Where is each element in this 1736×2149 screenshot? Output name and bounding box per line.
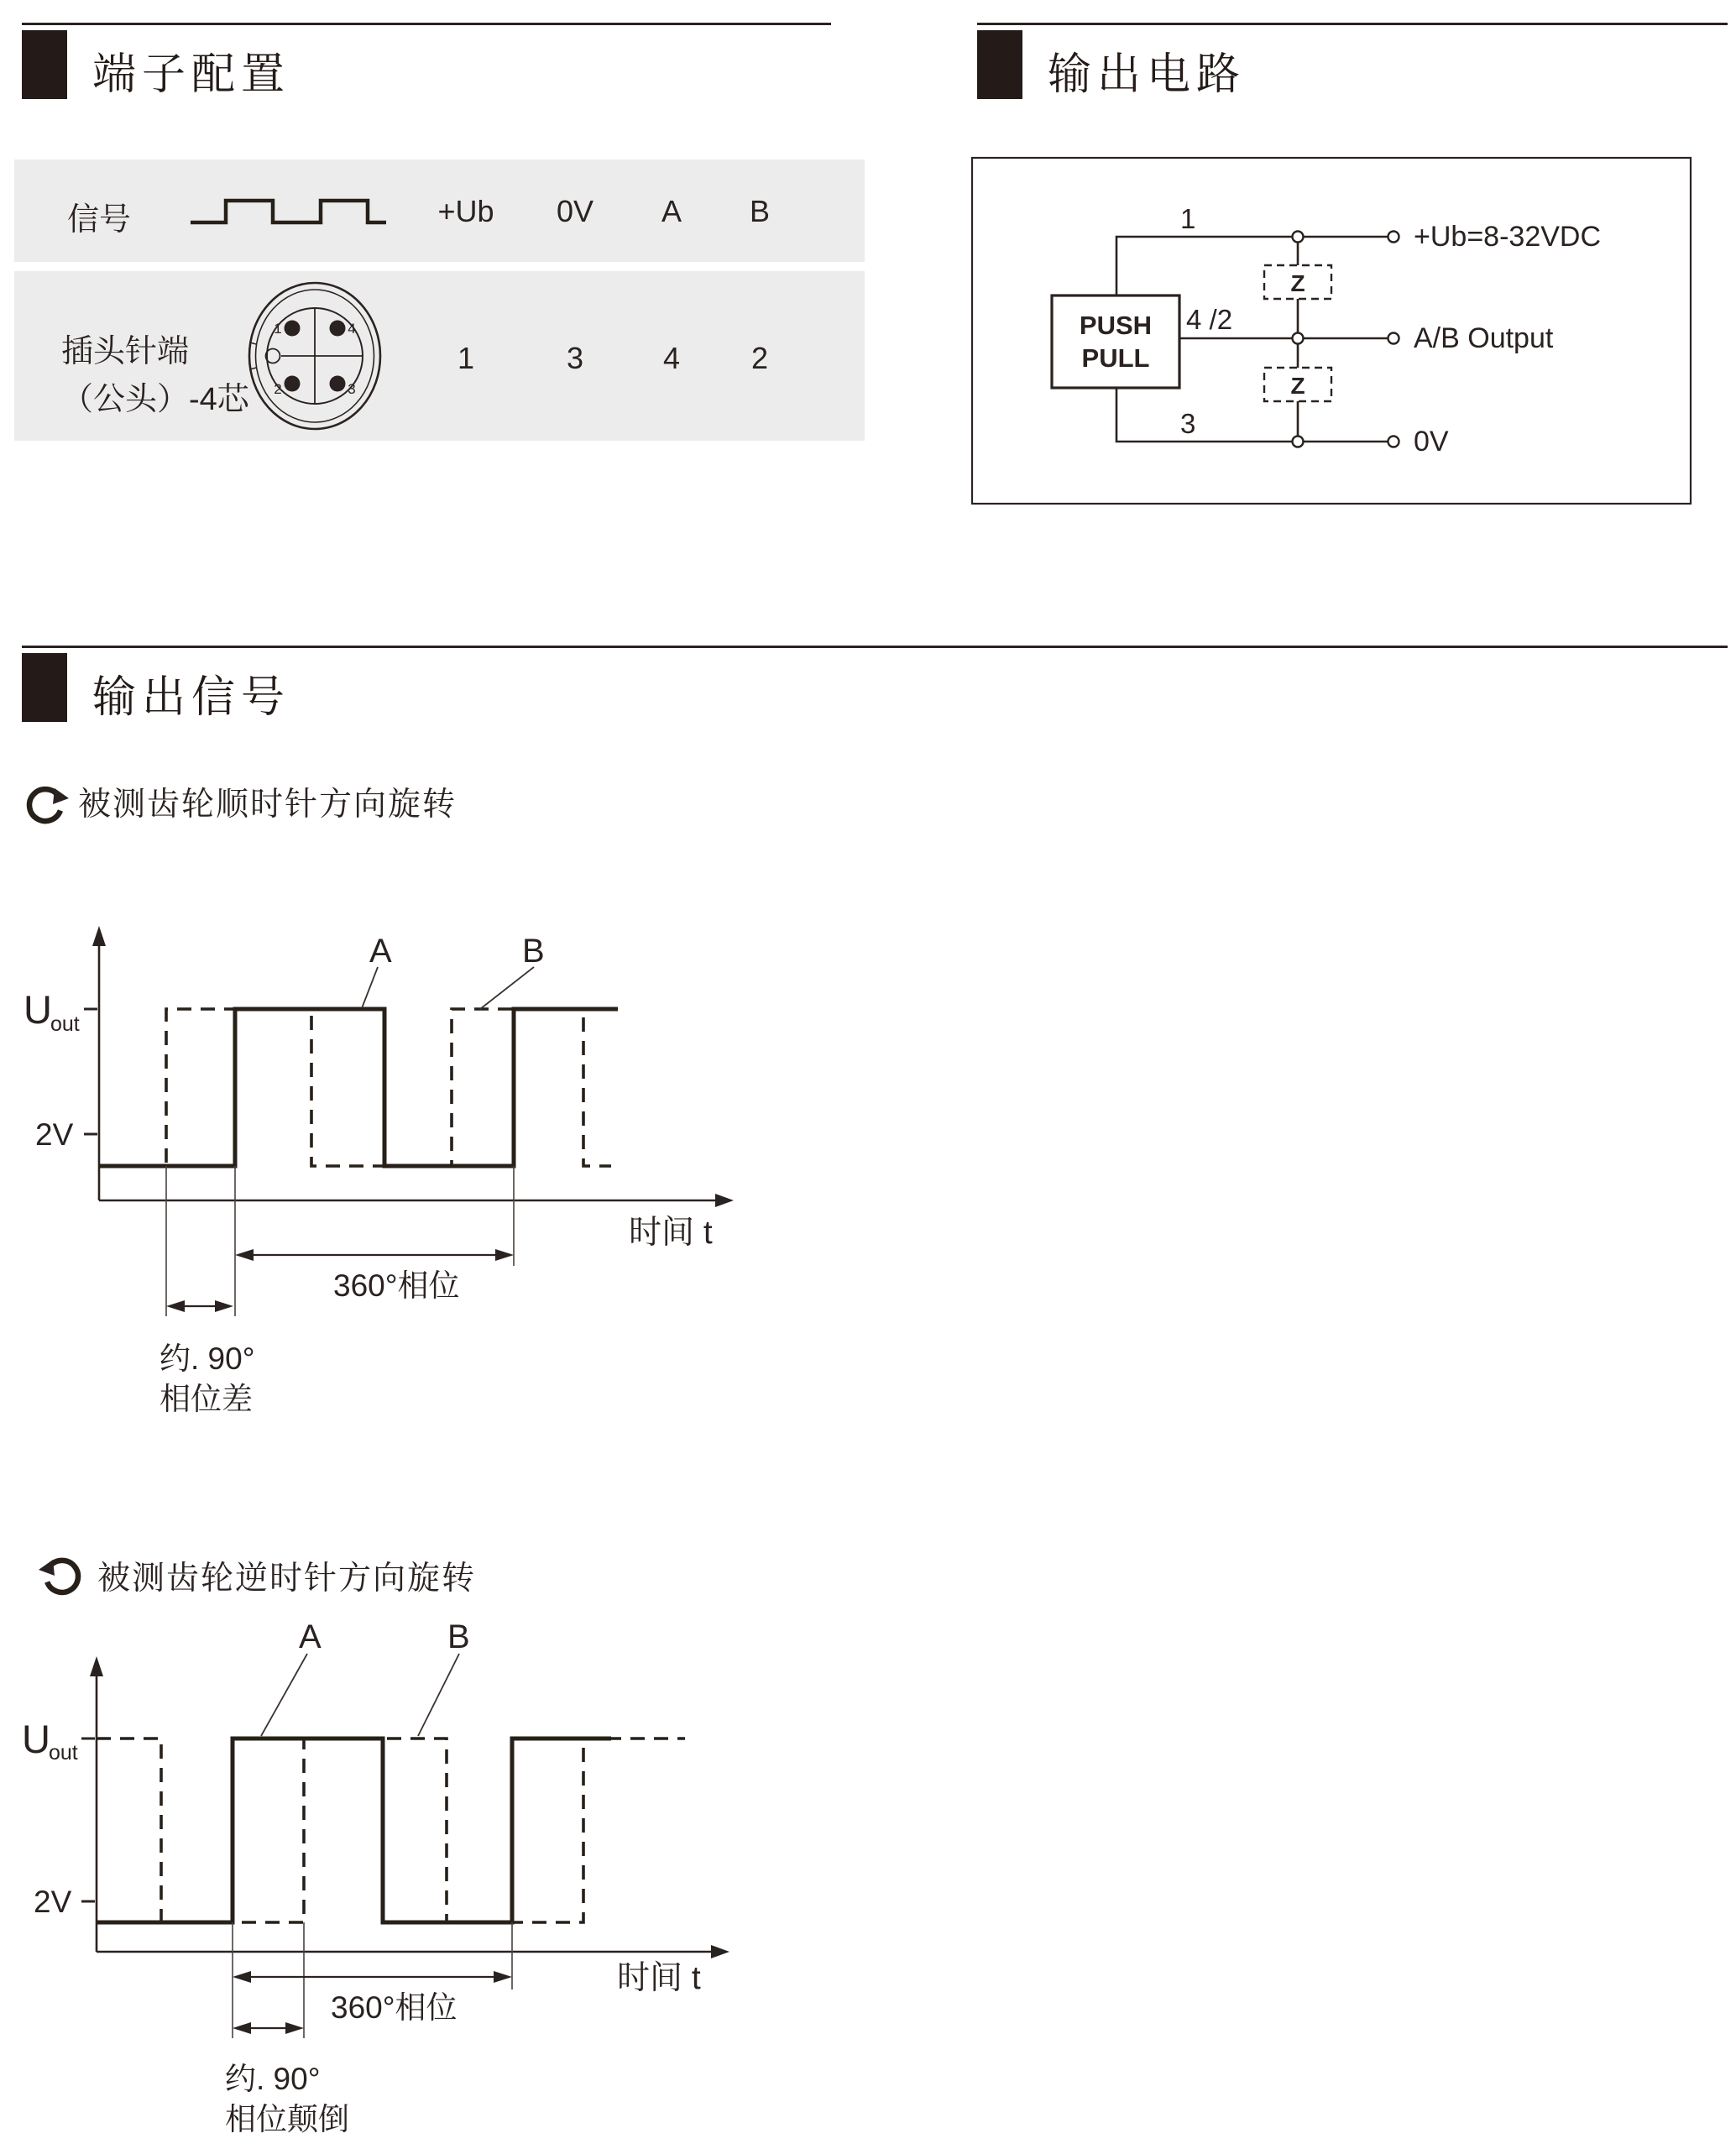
junction-dot-bottom <box>1293 437 1304 447</box>
section-rule-terminal <box>22 23 831 25</box>
trace-leader-a <box>362 967 378 1008</box>
trace-leader-b-2 <box>418 1654 459 1736</box>
phase-arrowhead-left <box>166 1300 185 1312</box>
terminal-circle-top <box>1388 232 1399 243</box>
output-circuit-diagram <box>965 151 1736 520</box>
connector-diagram <box>228 280 401 432</box>
trace-leader-b <box>480 967 534 1009</box>
section-rule-output-signal <box>22 646 1728 648</box>
pin-number-4: 4 <box>348 321 356 337</box>
signal-col-0v: 0V <box>556 194 594 228</box>
period-arrowhead-left-2 <box>233 1971 251 1983</box>
signal-col-ub: +Ub <box>437 194 494 228</box>
section-title-terminal: 端子配置 <box>92 50 291 99</box>
trace-label-a: A <box>369 933 392 970</box>
pin-dot-1 <box>285 321 301 337</box>
signal-col-b: B <box>749 194 771 228</box>
phase-label-line1: 约. 90° <box>159 1341 255 1376</box>
table-row-pins <box>14 271 865 441</box>
section-block-terminal <box>22 30 67 99</box>
y-axis-label-u-2: U <box>22 1717 50 1761</box>
wire-pin3 <box>1116 388 1388 442</box>
terminal-circle-bottom <box>1388 437 1399 447</box>
impedance-z-label-top: Z <box>1290 270 1305 296</box>
time-axis-arrowhead <box>715 1194 734 1207</box>
signal-col-a: A <box>661 194 682 228</box>
time-axis-arrowhead-2 <box>711 1945 729 1958</box>
chart-caption-clockwise: 被测齿轮顺时针方向旋转 <box>78 787 458 823</box>
waveform-chart-clockwise <box>0 760 823 1423</box>
y-axis-label-2v-2: 2V <box>34 1885 72 1919</box>
waveform-a-solid-2 <box>97 1739 611 1922</box>
push-pull-label-line2: PULL <box>1081 343 1150 373</box>
y-axis-label-2v: 2V <box>35 1117 74 1152</box>
pin-label-4-2: 4 /2 <box>1186 304 1233 335</box>
phase-label-line1-2: 约. 90° <box>225 2062 321 2096</box>
waveform-b-dashed <box>99 1009 611 1166</box>
period-label-2: 360°相位 <box>331 1990 458 2025</box>
period-label: 360°相位 <box>333 1268 460 1303</box>
terminal-label-ub: +Ub=8-32VDC <box>1414 221 1602 253</box>
pin-label-1: 1 <box>1180 203 1196 234</box>
y-axis-label-out-2: out <box>49 1741 78 1765</box>
y-axis-label-u: U <box>24 987 52 1032</box>
phase-arrowhead-right-2 <box>285 2022 304 2034</box>
clockwise-rotation-icon <box>29 788 69 821</box>
section-block-output-circuit <box>977 30 1022 99</box>
pin-label-3: 3 <box>1180 408 1196 439</box>
section-title-output-circuit: 输出电路 <box>1048 50 1247 99</box>
pin-number-2: 2 <box>274 381 282 397</box>
square-wave-icon <box>191 196 386 227</box>
junction-dot-top <box>1293 232 1304 243</box>
waveform-b-dashed-2 <box>97 1739 685 1922</box>
pin-dot-4 <box>330 321 346 337</box>
push-pull-label-line1: PUSH <box>1079 311 1153 340</box>
voltage-axis-arrowhead-2 <box>90 1656 103 1676</box>
period-arrowhead-left <box>235 1249 254 1261</box>
pins-row-label-line2: （公头）-4芯 <box>61 382 249 417</box>
pins-col-b: 2 <box>750 341 769 375</box>
pins-row-label-line1: 插头针端 <box>61 334 190 369</box>
period-arrowhead-right-2 <box>494 1971 512 1983</box>
trace-label-a-2: A <box>299 1618 322 1655</box>
pin-dot-3 <box>330 376 346 392</box>
waveform-a-solid <box>99 1009 618 1166</box>
section-rule-output-circuit <box>977 23 1728 25</box>
trace-label-b: B <box>522 933 545 970</box>
x-axis-label-time-2: 时间 t <box>617 1960 701 1996</box>
phase-label-line2-2: 相位颠倒 <box>225 2102 349 2136</box>
phase-label-line2: 相位差 <box>159 1382 253 1416</box>
table-row-signal <box>14 159 865 262</box>
impedance-z-label-bottom: Z <box>1290 373 1305 399</box>
phase-arrowhead-left-2 <box>233 2022 251 2034</box>
pin-dot-2 <box>285 376 301 392</box>
voltage-axis-arrowhead <box>92 926 106 946</box>
period-arrowhead-right <box>495 1249 514 1261</box>
signal-row-label: 信号 <box>67 202 132 238</box>
pins-row-label <box>61 328 249 424</box>
terminal-circle-mid <box>1388 333 1399 344</box>
axis-ticks <box>84 1009 97 1134</box>
junction-dot-mid <box>1293 333 1304 344</box>
pins-col-ub: 1 <box>457 341 475 375</box>
axis-ticks-2 <box>81 1739 95 1901</box>
terminal-label-0v: 0V <box>1414 426 1449 458</box>
wire-pin1 <box>1116 237 1388 295</box>
pins-col-0v: 3 <box>566 341 584 375</box>
x-axis-label-time: 时间 t <box>629 1215 713 1251</box>
pin-number-1: 1 <box>274 321 282 337</box>
connector-keyway-notch <box>266 349 280 363</box>
phase-arrowhead-right <box>215 1300 233 1312</box>
trace-leader-a-2 <box>261 1654 307 1736</box>
chart-caption-counterclockwise: 被测齿轮逆时针方向旋转 <box>97 1561 477 1597</box>
trace-label-b-2: B <box>447 1618 470 1655</box>
counterclockwise-rotation-icon <box>39 1560 78 1592</box>
section-title-output-signal: 输出信号 <box>92 673 291 722</box>
section-block-output-signal <box>22 653 67 722</box>
waveform-chart-counterclockwise <box>0 1536 823 2149</box>
terminal-label-ab-output: A/B Output <box>1414 322 1554 354</box>
push-pull-box <box>1052 295 1179 388</box>
y-axis-label-out: out <box>50 1012 80 1036</box>
pin-number-3: 3 <box>348 381 356 397</box>
pins-col-a: 4 <box>662 341 681 375</box>
terminal-table <box>14 159 865 441</box>
